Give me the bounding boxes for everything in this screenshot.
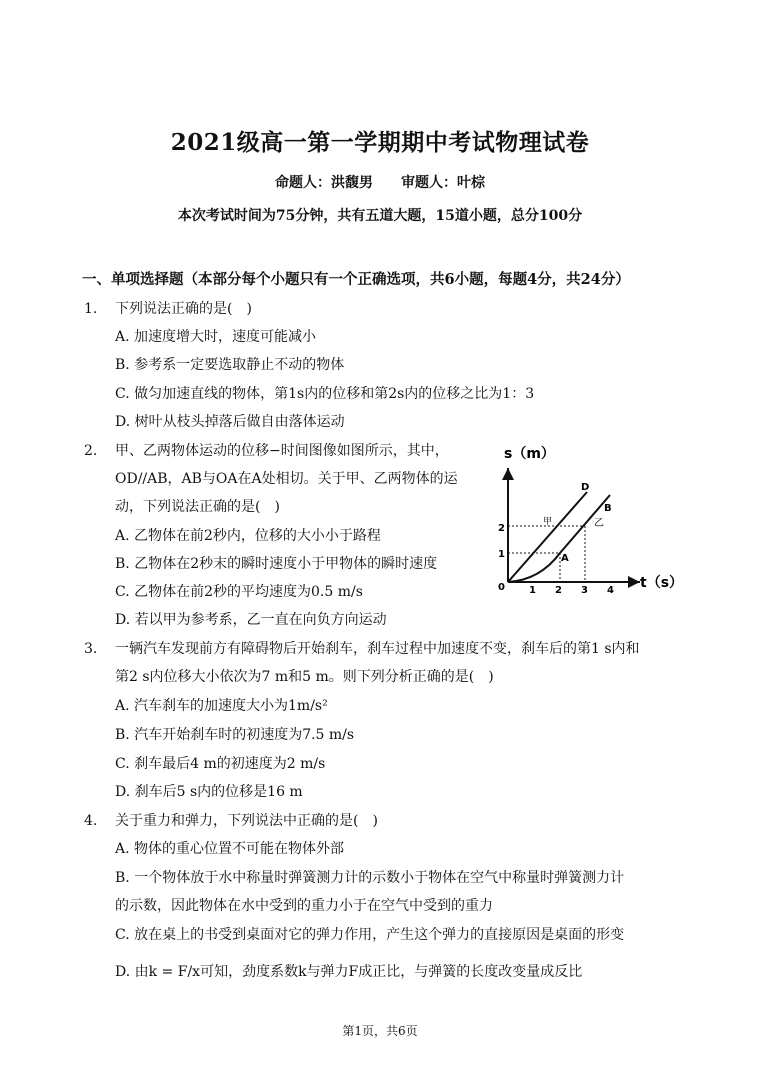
option-a: A. 物体的重心位置不可能在物体外部 xyxy=(115,841,345,857)
x-tick-label: 4 xyxy=(607,585,614,596)
option-a: A. 加速度增大时，速度可能减小 xyxy=(115,329,317,345)
option-b: B. 乙物体在2秒末的瞬时速度小于甲物体的瞬时速度 xyxy=(115,556,438,572)
page-title: 2021级高一第一学期期中考试物理试卷 xyxy=(170,129,590,156)
question-number: 3. xyxy=(84,641,98,657)
exam-authors: 命题人：洪馥男 审题人：叶棕 xyxy=(275,175,485,191)
x-tick-label: 1 xyxy=(529,585,536,596)
option-b: B. 参考系一定要选取静止不动的物体 xyxy=(115,357,345,373)
option-c: C. 做匀加速直线的物体，第1s内的位移和第2s内的位移之比为1：3 xyxy=(115,386,535,402)
option-d: D. 若以甲为参考系，乙一直在向负方向运动 xyxy=(115,612,387,628)
option-d: D. 由k = F/x可知，劲度系数k与弹力F成正比，与弹簧的长度改变量成反比 xyxy=(115,964,583,980)
section-heading: 一、单项选择题（本部分每个小题只有一个正确选项，共6小题，每题4分，共24分） xyxy=(82,271,630,288)
question-stem: 第2 s内位移大小依次为7 m和5 m。则下列分析正确的是( ) xyxy=(115,669,494,685)
question-number: 4. xyxy=(84,813,98,829)
option-d: D. 树叶从枝头掉落后做自由落体运动 xyxy=(115,414,345,430)
label-d: D xyxy=(581,482,590,493)
x-tick-label: 2 xyxy=(555,585,562,596)
option-c: C. 乙物体在前2秒的平均速度为0.5 m/s xyxy=(115,584,363,600)
option-d: D. 刹车后5 s内的位移是16 m xyxy=(115,784,303,800)
question-number: 2. xyxy=(84,443,98,459)
question-number: 1. xyxy=(84,301,98,317)
y-tick-label: 2 xyxy=(498,523,505,534)
question-stem: OD//AB，AB与OA在A处相切。关于甲、乙两物体的运 xyxy=(115,471,458,487)
label-yi: 乙 xyxy=(594,518,604,529)
option-b-continued: 的示数，因此物体在水中受到的重力小于在空气中受到的重力 xyxy=(115,898,493,914)
y-tick-label: 1 xyxy=(498,549,505,560)
curve-oab-yi xyxy=(508,495,610,582)
option-c: C. 刹车最后4 m的初速度为2 m/s xyxy=(115,756,326,772)
option-b: B. 一个物体放于水中称量时弹簧测力计的示数小于物体在空气中称量时弹簧测力计 xyxy=(115,870,625,886)
x-axis-label: t（s） xyxy=(640,575,684,591)
question-stem: 关于重力和弹力，下列说法中正确的是( ) xyxy=(115,813,378,829)
label-a: A xyxy=(561,553,569,564)
question-stem: 动，下列说法正确的是( ) xyxy=(115,499,280,515)
option-c: C. 放在桌上的书受到桌面对它的弹力作用，产生这个弹力的直接原因是桌面的形变 xyxy=(115,927,625,943)
question-stem: 下列说法正确的是( ) xyxy=(115,301,252,317)
option-a: A. 汽车刹车的加速度大小为1m/s² xyxy=(115,698,328,714)
y-axis-label: s（m） xyxy=(504,446,555,462)
x-tick-label: 3 xyxy=(581,585,588,596)
exam-info: 本次考试时间为75分钟，共有五道大题，15道小题，总分100分 xyxy=(177,208,583,224)
origin-label: 0 xyxy=(498,582,505,593)
displacement-time-graph xyxy=(490,440,690,605)
label-jia: 甲 xyxy=(543,517,553,527)
line-od-jia xyxy=(508,492,587,582)
page-footer: 第1页，共6页 xyxy=(342,1024,418,1038)
option-a: A. 乙物体在前2秒内，位移的大小小于路程 xyxy=(115,528,381,544)
option-b: B. 汽车开始刹车时的初速度为7.5 m/s xyxy=(115,727,355,743)
label-b: B xyxy=(604,503,612,514)
question-stem: 一辆汽车发现前方有障碍物后开始刹车，刹车过程中加速度不变，刹车后的第1 s内和 xyxy=(115,641,640,657)
question-stem: 甲、乙两物体运动的位移−时间图像如图所示，其中， xyxy=(115,443,449,459)
